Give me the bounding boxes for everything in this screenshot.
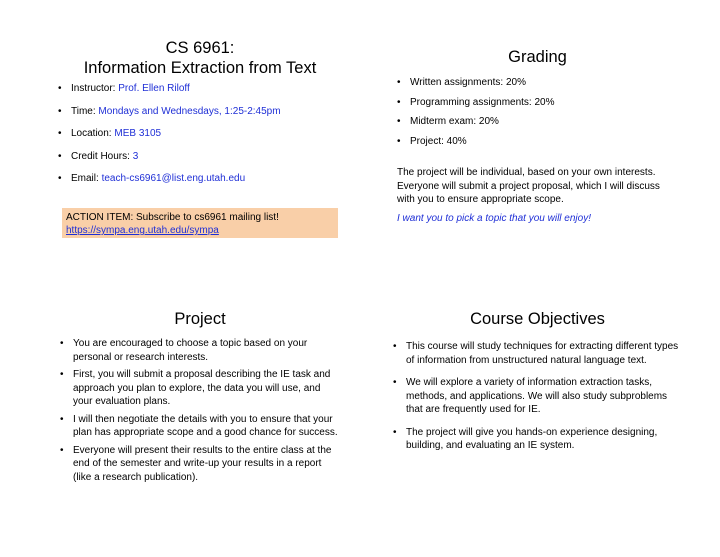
objectives-title: Course Objectives [470, 310, 605, 328]
email-item: • Email: teach-cs6961@list.eng.utah.edu [58, 172, 358, 186]
grading-title: Grading [508, 48, 567, 66]
course-title [40, 38, 360, 78]
time-value: Mondays and Wednesdays, 1:25-2:45pm [98, 105, 281, 117]
slide-course-info [0, 0, 360, 278]
grading-item: • Midterm exam: 20% [397, 115, 707, 129]
email-value[interactable]: teach-cs6961@list.eng.utah.edu [101, 173, 246, 184]
objective-item: • The project will give you hands-on experience designing, building, and evaluating an IE system. [393, 426, 683, 453]
enjoy-note: I want you to pick a topic that you will enjoy! [397, 213, 591, 224]
time-item: • Time: Mondays and Wednesdays, 1:25-2:45pm [58, 105, 358, 119]
project-item: • Everyone will present their results to the entire class at the end of the semester and write-up your results in a report (like a research publication). [60, 444, 342, 485]
action-item-box [62, 208, 338, 238]
course-name: Information Extraction from Text [83, 59, 317, 77]
course-number: CS 6961: [165, 39, 235, 57]
project-list [60, 337, 342, 484]
location-item: • Location: MEB 3105 [58, 127, 358, 141]
credit-hours-value: 3 [132, 150, 139, 162]
objectives-list [393, 340, 683, 453]
grading-item: • Written assignments: 20% [397, 76, 707, 90]
credit-hours-item: • Credit Hours: 3 [58, 150, 358, 164]
mailing-list-link[interactable]: https://sympa.eng.utah.edu/sympa [66, 225, 219, 236]
objective-item: • We will explore a variety of information extraction tasks, methods, and applications. We will also study subproblems that are frequently used for IE. [393, 376, 683, 417]
project-item: • I will then negotiate the details with you to ensure that your plan has appropriate scope and a good chance for success. [60, 413, 342, 440]
action-item-text: ACTION ITEM: Subscribe to cs6961 mailing list! [66, 212, 279, 223]
instructor-item: • Instructor: Prof. Ellen Riloff [58, 82, 358, 96]
project-description: The project will be individual, based on your own interests. Everyone will submit a project proposal, which I will discuss with you to ensure appropriate scope. [397, 167, 660, 205]
project-item: • First, you will submit a proposal describing the IE task and approach you plan to explore, the data you will use, and your evaluation plans. [60, 368, 342, 409]
location-value: MEB 3105 [114, 128, 162, 139]
slide-grading [360, 0, 720, 278]
grading-item: • Programming assignments: 20% [397, 96, 707, 110]
slide-project [0, 279, 360, 557]
slide-course-objectives [360, 279, 720, 557]
project-title: Project [174, 310, 226, 328]
objective-item: • This course will study techniques for extracting different types of information from unstructured natural language text. [393, 340, 683, 367]
course-info-list [58, 82, 358, 186]
grading-item: • Project: 40% [397, 135, 707, 149]
grading-list [397, 76, 707, 148]
project-item: • You are encouraged to choose a topic based on your personal or research interests. [60, 337, 342, 364]
instructor-value: Prof. Ellen Riloff [118, 83, 190, 94]
